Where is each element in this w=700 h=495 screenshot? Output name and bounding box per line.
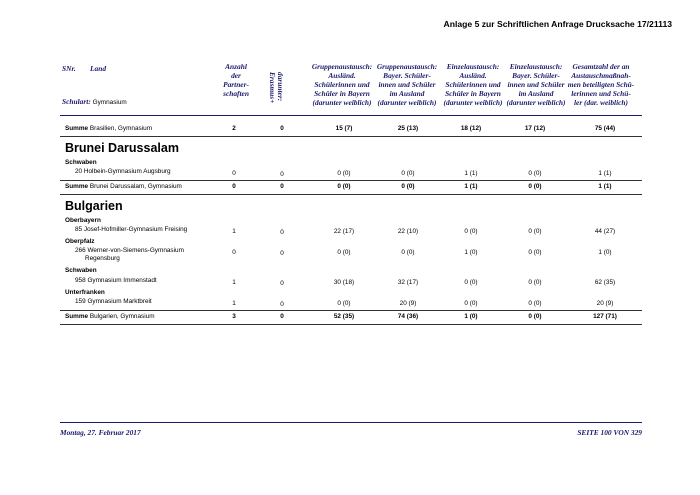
cell: 0 bbox=[280, 229, 284, 236]
summary-rule bbox=[60, 194, 642, 195]
cell: 0 (0) bbox=[401, 183, 415, 190]
header-line: innen und Schüler bbox=[378, 80, 436, 89]
header-line: ler (dar. weiblich) bbox=[574, 98, 628, 107]
cell: 0 bbox=[280, 280, 284, 287]
header-line: Austauschmaßnah- bbox=[571, 71, 631, 80]
header-line: Gesamtzahl der an bbox=[572, 62, 630, 71]
cell: 15 (7) bbox=[335, 125, 353, 132]
cell: 0 bbox=[232, 183, 236, 190]
header-line: (darunter weiblich) bbox=[443, 98, 503, 107]
cell: 1 (0) bbox=[464, 313, 478, 320]
header-partnerschaften bbox=[218, 62, 254, 98]
header-line: im Ausland bbox=[518, 89, 554, 98]
school-name: 85 Josef-Hofmiller-Gymnasium Freising bbox=[75, 226, 188, 233]
cell: 0 (0) bbox=[528, 279, 542, 286]
header-line: (darunter weiblich) bbox=[506, 98, 566, 107]
header-gesamtzahl bbox=[560, 62, 642, 107]
header-line: Einzelaustausch: bbox=[509, 62, 563, 71]
school-name-line: Regensburg bbox=[85, 255, 120, 262]
cell: 1 (0) bbox=[598, 249, 612, 256]
cell: 22 (10) bbox=[397, 228, 419, 235]
header-line: Schülerinnen und bbox=[445, 80, 501, 89]
header-line: schaften bbox=[223, 89, 249, 98]
header-line: Ausländ. bbox=[459, 71, 487, 80]
header-schulart-label: Schulart: bbox=[62, 97, 91, 106]
region-label: Schwaben bbox=[65, 267, 97, 274]
cell: 0 (0) bbox=[464, 279, 478, 286]
cell: 0 (0) bbox=[528, 300, 542, 307]
cell: 0 (0) bbox=[401, 170, 415, 177]
cell: 52 (35) bbox=[333, 313, 355, 320]
header-line: Gruppenaustausch: bbox=[311, 62, 373, 71]
cell: 0 (0) bbox=[337, 183, 351, 190]
footer-rule bbox=[60, 422, 642, 423]
header-line: men beteiligten Schü- bbox=[567, 80, 635, 89]
cell: 0 (0) bbox=[464, 300, 478, 307]
cell: 1 (1) bbox=[598, 183, 612, 190]
school-name-line: 266 Werner-von-Siemens-Gymnasium bbox=[75, 247, 184, 254]
region-label: Unterfranken bbox=[65, 289, 105, 296]
header-line: Partner- bbox=[223, 80, 249, 89]
cell: 20 (9) bbox=[596, 300, 614, 307]
cell: 0 (0) bbox=[401, 249, 415, 256]
cell: 1 (0) bbox=[464, 249, 478, 256]
cell: 1 bbox=[232, 279, 236, 286]
header-line: Einzelaustausch: bbox=[446, 62, 500, 71]
header-line: innen und Schüler bbox=[507, 80, 565, 89]
cell: 0 bbox=[280, 171, 284, 178]
cell: 0 (0) bbox=[337, 170, 351, 177]
cell: 18 (12) bbox=[460, 125, 482, 132]
header-line: Gruppenaustausch: bbox=[376, 62, 438, 71]
cell: 0 (0) bbox=[528, 249, 542, 256]
school-name: 958 Gymnasium Immenstadt bbox=[75, 277, 157, 284]
header-gruppen-ausland-bayern bbox=[305, 62, 379, 107]
school-name: 159 Gymnasium Marktbreit bbox=[75, 298, 152, 305]
cell: 0 (0) bbox=[337, 249, 351, 256]
header-land: Land bbox=[90, 64, 107, 73]
header-line: (darunter weiblich) bbox=[312, 98, 372, 107]
cell: 20 (9) bbox=[399, 300, 417, 307]
region-label: Schwaben bbox=[65, 159, 97, 166]
summary-row-brunei bbox=[60, 182, 642, 192]
header-line: Bayer. Schüler- bbox=[383, 71, 431, 80]
footer-page-number: SEITE 100 VON 329 bbox=[577, 428, 642, 437]
header-line: lerinnen und Schü- bbox=[571, 89, 631, 98]
summary-label: Summe Brunei Darussalam, Gymnasium bbox=[65, 183, 182, 190]
summary-label: Summe Brasilien, Gymnasium bbox=[65, 125, 153, 132]
summary-label: Summe Bulgarien, Gymnasium bbox=[65, 313, 155, 320]
header-schulart-value: Gymnasium bbox=[92, 99, 127, 106]
header-line: darunter: bbox=[276, 72, 285, 102]
region-label: Oberbayern bbox=[65, 217, 101, 224]
cell: 0 bbox=[232, 249, 236, 256]
header-schulart bbox=[62, 97, 127, 107]
summary-rule bbox=[60, 310, 642, 311]
cell: 0 (0) bbox=[528, 313, 542, 320]
school-name bbox=[75, 247, 184, 263]
cell: 127 (71) bbox=[593, 313, 617, 320]
summary-rule bbox=[60, 136, 642, 137]
cell: 44 (27) bbox=[594, 228, 616, 235]
cell: 0 bbox=[280, 313, 284, 320]
country-heading: Brunei Darussalam bbox=[65, 141, 179, 155]
cell: 62 (35) bbox=[594, 279, 616, 286]
cell: 0 bbox=[232, 170, 236, 177]
region-label: Oberpfalz bbox=[65, 238, 95, 245]
cell: 22 (17) bbox=[333, 228, 355, 235]
header-line: Schülerinnen und bbox=[314, 80, 370, 89]
cell: 74 (36) bbox=[397, 313, 419, 320]
document-reference: Anlage 5 zur Schriftlichen Anfrage Drucksache 17/21113 bbox=[443, 19, 672, 29]
cell: 1 (1) bbox=[598, 170, 612, 177]
header-line: Schüler in Bayern bbox=[445, 89, 501, 98]
cell: 17 (12) bbox=[524, 125, 546, 132]
school-name: 20 Holbein-Gymnasium Augsburg bbox=[75, 168, 171, 175]
cell: 0 bbox=[280, 125, 284, 132]
header-gruppen-bayern-ausland bbox=[370, 62, 444, 107]
header-line: Schüler in Bayern bbox=[314, 89, 370, 98]
summary-row-bulgarien bbox=[60, 312, 642, 322]
cell: 1 bbox=[232, 300, 236, 307]
header-line: Ausländ. bbox=[328, 71, 356, 80]
cell: 2 bbox=[232, 125, 236, 132]
cell: 0 (0) bbox=[528, 170, 542, 177]
cell: 0 (0) bbox=[337, 300, 351, 307]
cell: 0 (0) bbox=[528, 228, 542, 235]
cell: 75 (44) bbox=[594, 125, 616, 132]
header-line: der bbox=[231, 71, 241, 80]
header-erasmus bbox=[264, 72, 284, 116]
summary-row-brasilien bbox=[60, 124, 642, 134]
cell: 0 bbox=[280, 183, 284, 190]
header-line: Erasmus+ bbox=[268, 72, 277, 104]
cell: 30 (18) bbox=[333, 279, 355, 286]
cell: 0 bbox=[280, 250, 284, 257]
page-footer bbox=[60, 425, 642, 437]
country-heading: Bulgarien bbox=[65, 199, 123, 213]
cell: 0 bbox=[280, 301, 284, 308]
summary-rule bbox=[60, 180, 642, 181]
cell: 1 (1) bbox=[464, 183, 478, 190]
cell: 3 bbox=[232, 313, 236, 320]
header-line: Anzahl bbox=[225, 62, 247, 71]
table-header bbox=[0, 58, 700, 113]
cell: 0 (0) bbox=[464, 228, 478, 235]
summary-rule bbox=[60, 324, 642, 325]
footer-date: Montag, 27. Februar 2017 bbox=[60, 428, 141, 437]
cell: 1 bbox=[232, 228, 236, 235]
cell: 0 (0) bbox=[528, 183, 542, 190]
header-rule bbox=[60, 115, 642, 116]
header-line: Bayer. Schüler- bbox=[512, 71, 560, 80]
header-snr: SNr. bbox=[62, 64, 76, 73]
header-line: im Ausland bbox=[389, 89, 425, 98]
cell: 25 (13) bbox=[397, 125, 419, 132]
header-line: (darunter weiblich) bbox=[377, 98, 437, 107]
cell: 32 (17) bbox=[397, 279, 419, 286]
cell: 1 (1) bbox=[464, 170, 478, 177]
